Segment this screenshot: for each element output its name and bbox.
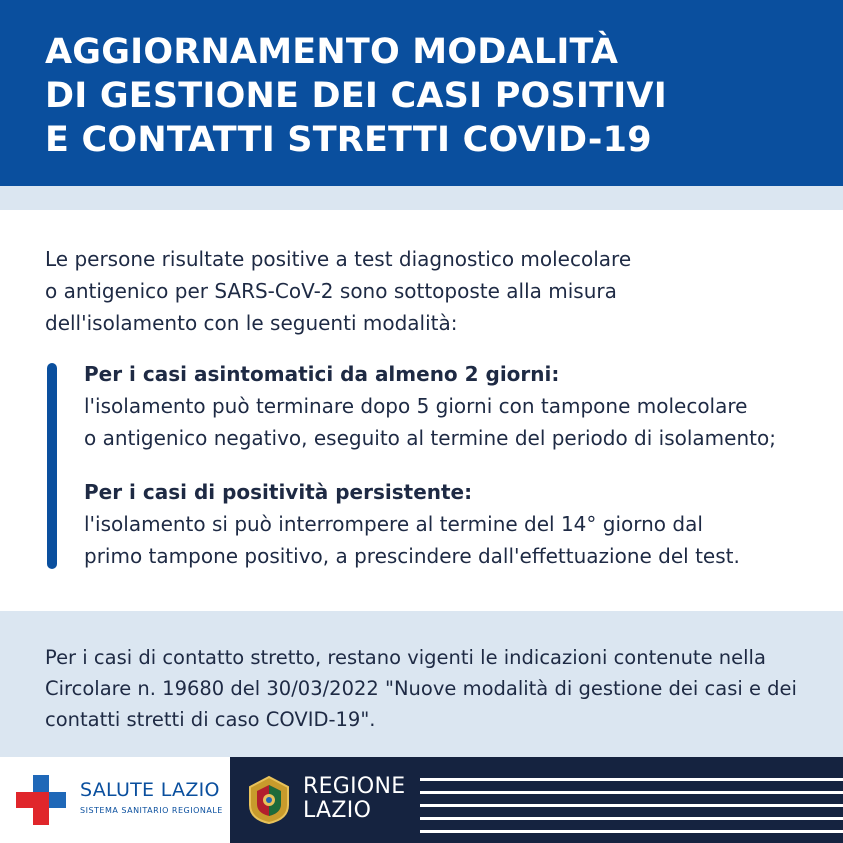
intro-line-1: Le persone risultate positive a test diagnostico molecolare: [45, 247, 632, 271]
red-blue-cross-icon: [16, 775, 66, 825]
case-persistent-line-2: primo tampone positivo, a prescindere dall'effettuazione del test.: [84, 544, 740, 568]
case-persistent-heading: Per i casi di positività persistente:: [84, 480, 473, 504]
title-line-2: DI GESTIONE DEI CASI POSITIVI: [45, 76, 667, 116]
title-line-3: E CONTATTI STRETTI COVID-19: [45, 120, 652, 160]
top-divider-band: [0, 186, 843, 210]
regione-line-1: REGIONE: [303, 774, 406, 799]
regional-emblem-icon: [246, 775, 292, 825]
title-line-1: AGGIORNAMENTO MODALITÀ: [45, 32, 619, 72]
case-asymptomatic-line-1: l'isolamento può terminare dopo 5 giorni con tampone molecolare: [84, 394, 748, 418]
decorative-stripes: [420, 775, 843, 835]
case-asymptomatic: [84, 358, 814, 454]
case-asymptomatic-line-2: o antigenico negativo, eseguito al termine del periodo di isolamento;: [84, 426, 776, 450]
case-asymptomatic-heading: Per i casi asintomatici da almeno 2 giorni:: [84, 362, 560, 386]
contact-note-line-3: contatti stretti di caso COVID-19".: [45, 708, 376, 731]
salute-lazio-name: SALUTE LAZIO: [80, 779, 220, 801]
case-persistent-line-1: l'isolamento si può interrompere al termine del 14° giorno dal: [84, 512, 703, 536]
intro-line-2: o antigenico per SARS-CoV-2 sono sottoposte alla misura: [45, 279, 617, 303]
intro-paragraph: [45, 243, 805, 339]
cases-accent-bar: [47, 363, 57, 569]
contact-note-line-2: Circolare n. 19680 del 30/03/2022 "Nuove modalità di gestione dei casi e dei: [45, 677, 797, 700]
regione-line-2: LAZIO: [303, 798, 372, 823]
case-persistent: [84, 476, 814, 572]
page-title: [45, 30, 825, 162]
regione-lazio-wordmark: [303, 775, 406, 823]
intro-line-3: dell'isolamento con le seguenti modalità:: [45, 311, 458, 335]
contact-note-line-1: Per i casi di contatto stretto, restano vigenti le indicazioni contenute nella: [45, 646, 766, 669]
contact-note: [45, 642, 815, 735]
salute-lazio-subtitle: SISTEMA SANITARIO REGIONALE: [80, 806, 223, 815]
header-banner: [0, 0, 843, 186]
